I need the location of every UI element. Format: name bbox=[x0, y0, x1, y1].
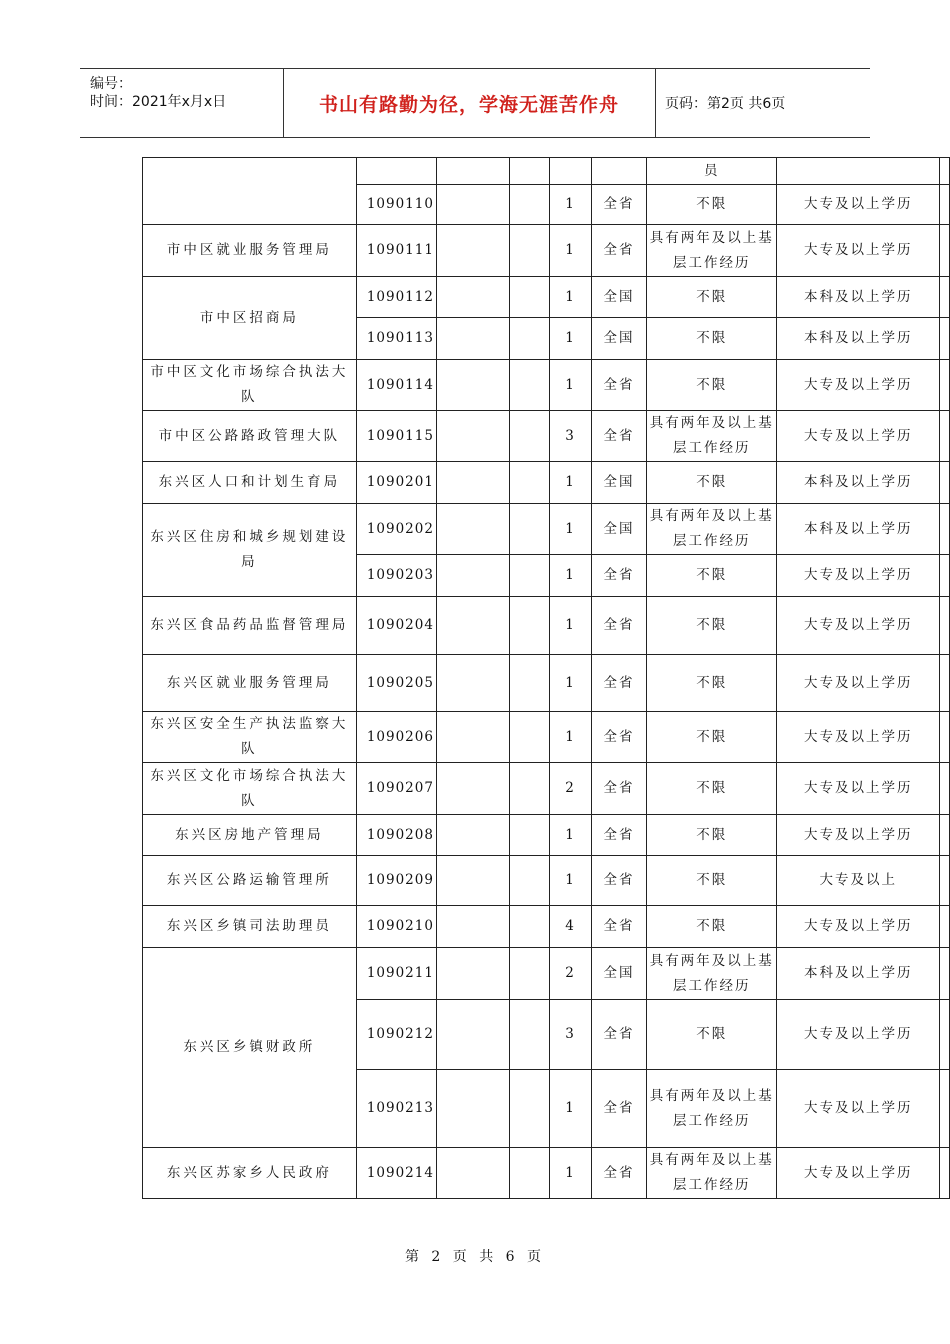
position-code-cell: 1090111 bbox=[356, 225, 436, 277]
empty-cell bbox=[509, 277, 549, 318]
table-row bbox=[143, 504, 950, 555]
education-cell: 大专及以上学历 bbox=[777, 597, 940, 655]
position-code-cell: 1090110 bbox=[356, 185, 436, 225]
education-cell: 本科及以上学历 bbox=[777, 277, 940, 318]
count-cell: 1 bbox=[550, 1070, 592, 1148]
empty-cell bbox=[436, 655, 509, 712]
count-cell: 4 bbox=[550, 906, 592, 948]
empty-cell bbox=[436, 277, 509, 318]
scope-cell: 全国 bbox=[591, 277, 646, 318]
empty-cell bbox=[509, 906, 549, 948]
header-motto: 书山有路勤为径，学海无涯苦作舟 bbox=[318, 93, 619, 116]
requirement-cell: 不限 bbox=[647, 277, 777, 318]
education-cell: 大专及以上学历 bbox=[777, 555, 940, 597]
education-cell: 大专及以上 bbox=[777, 856, 940, 906]
empty-cell bbox=[940, 318, 950, 360]
requirement-cell: 具有两年及以上基层工作经历 bbox=[647, 411, 777, 462]
position-code-cell: 1090210 bbox=[356, 906, 436, 948]
empty-cell bbox=[509, 555, 549, 597]
position-code-cell: 1090203 bbox=[356, 555, 436, 597]
education-cell: 大专及以上学历 bbox=[777, 411, 940, 462]
table-cell bbox=[436, 158, 509, 185]
empty-cell bbox=[509, 185, 549, 225]
requirement-cell: 不限 bbox=[647, 360, 777, 411]
empty-cell bbox=[509, 712, 549, 763]
empty-cell bbox=[940, 1070, 950, 1148]
education-cell: 大专及以上学历 bbox=[777, 1070, 940, 1148]
scope-cell: 全省 bbox=[591, 360, 646, 411]
empty-cell bbox=[436, 1000, 509, 1070]
recruitment-table bbox=[142, 157, 950, 1199]
position-code-cell: 1090207 bbox=[356, 763, 436, 815]
empty-cell bbox=[436, 360, 509, 411]
scope-cell: 全省 bbox=[591, 185, 646, 225]
count-cell: 1 bbox=[550, 655, 592, 712]
position-code-cell: 1090115 bbox=[356, 411, 436, 462]
unit-cell: 市中区就业服务管理局 bbox=[143, 225, 357, 277]
empty-cell bbox=[509, 815, 549, 856]
unit-cell: 东兴区乡镇司法助理员 bbox=[143, 906, 357, 948]
scope-cell: 全省 bbox=[591, 597, 646, 655]
education-cell: 大专及以上学历 bbox=[777, 1000, 940, 1070]
count-cell: 1 bbox=[550, 318, 592, 360]
table-cell bbox=[940, 158, 950, 185]
education-cell: 本科及以上学历 bbox=[777, 504, 940, 555]
empty-cell bbox=[509, 318, 549, 360]
empty-cell bbox=[436, 712, 509, 763]
document-time-label: 时间：2021年x月x日 bbox=[90, 94, 227, 110]
empty-cell bbox=[940, 712, 950, 763]
scope-cell: 全省 bbox=[591, 225, 646, 277]
header-page-label: 页码：第2页 共6页 bbox=[665, 96, 786, 112]
table-cell bbox=[509, 158, 549, 185]
empty-cell bbox=[509, 411, 549, 462]
education-cell: 本科及以上学历 bbox=[777, 318, 940, 360]
education-cell: 大专及以上学历 bbox=[777, 815, 940, 856]
table-cell bbox=[591, 158, 646, 185]
scope-cell: 全省 bbox=[591, 411, 646, 462]
education-cell: 大专及以上学历 bbox=[777, 906, 940, 948]
empty-cell bbox=[436, 185, 509, 225]
requirement-cell: 员 bbox=[647, 158, 777, 185]
empty-cell bbox=[509, 1070, 549, 1148]
unit-cell: 东兴区安全生产执法监察大队 bbox=[143, 712, 357, 763]
empty-cell bbox=[940, 856, 950, 906]
unit-cell: 东兴区房地产管理局 bbox=[143, 815, 357, 856]
empty-cell bbox=[509, 504, 549, 555]
requirement-cell: 不限 bbox=[647, 712, 777, 763]
unit-cell: 东兴区苏家乡人民政府 bbox=[143, 1148, 357, 1199]
empty-cell bbox=[436, 318, 509, 360]
count-cell: 2 bbox=[550, 948, 592, 1000]
document-header bbox=[80, 68, 870, 138]
table-row bbox=[143, 856, 950, 906]
scope-cell: 全国 bbox=[591, 948, 646, 1000]
empty-cell bbox=[940, 655, 950, 712]
requirement-cell: 不限 bbox=[647, 906, 777, 948]
table-row bbox=[143, 906, 950, 948]
position-code-cell: 1090211 bbox=[356, 948, 436, 1000]
requirement-cell: 具有两年及以上基层工作经历 bbox=[647, 504, 777, 555]
unit-cell: 东兴区文化市场综合执法大队 bbox=[143, 763, 357, 815]
scope-cell: 全省 bbox=[591, 906, 646, 948]
scope-cell: 全省 bbox=[591, 856, 646, 906]
header-page-cell bbox=[655, 69, 870, 137]
requirement-cell: 不限 bbox=[647, 462, 777, 504]
table-row bbox=[143, 1148, 950, 1199]
position-code-cell: 1090208 bbox=[356, 815, 436, 856]
count-cell: 1 bbox=[550, 225, 592, 277]
education-cell: 大专及以上学历 bbox=[777, 763, 940, 815]
scope-cell: 全省 bbox=[591, 712, 646, 763]
count-cell: 1 bbox=[550, 712, 592, 763]
empty-cell bbox=[509, 597, 549, 655]
unit-cell: 东兴区就业服务管理局 bbox=[143, 655, 357, 712]
unit-cell: 市中区招商局 bbox=[143, 277, 357, 360]
table-row bbox=[143, 360, 950, 411]
empty-cell bbox=[940, 597, 950, 655]
education-cell: 大专及以上学历 bbox=[777, 655, 940, 712]
header-meta bbox=[80, 69, 284, 137]
empty-cell bbox=[940, 360, 950, 411]
requirement-cell: 具有两年及以上基层工作经历 bbox=[647, 225, 777, 277]
empty-cell bbox=[436, 411, 509, 462]
education-cell: 本科及以上学历 bbox=[777, 462, 940, 504]
unit-cell: 市中区文化市场综合执法大队 bbox=[143, 360, 357, 411]
position-code-cell: 1090113 bbox=[356, 318, 436, 360]
unit-cell: 东兴区人口和计划生育局 bbox=[143, 462, 357, 504]
table-row bbox=[143, 712, 950, 763]
empty-cell bbox=[436, 948, 509, 1000]
empty-cell bbox=[509, 763, 549, 815]
requirement-cell: 不限 bbox=[647, 856, 777, 906]
unit-cell bbox=[143, 158, 357, 225]
table-row bbox=[143, 411, 950, 462]
requirement-cell: 不限 bbox=[647, 655, 777, 712]
empty-cell bbox=[940, 555, 950, 597]
table-row bbox=[143, 763, 950, 815]
count-cell: 1 bbox=[550, 1148, 592, 1199]
requirement-cell: 不限 bbox=[647, 555, 777, 597]
empty-cell bbox=[509, 655, 549, 712]
education-cell: 本科及以上学历 bbox=[777, 948, 940, 1000]
empty-cell bbox=[436, 504, 509, 555]
unit-cell: 东兴区食品药品监督管理局 bbox=[143, 597, 357, 655]
position-code-cell: 1090114 bbox=[356, 360, 436, 411]
count-cell: 2 bbox=[550, 763, 592, 815]
position-code-cell: 1090112 bbox=[356, 277, 436, 318]
count-cell: 1 bbox=[550, 555, 592, 597]
document-number-label: 编号： bbox=[90, 76, 132, 92]
scope-cell: 全国 bbox=[591, 462, 646, 504]
empty-cell bbox=[436, 906, 509, 948]
requirement-cell: 具有两年及以上基层工作经历 bbox=[647, 1148, 777, 1199]
empty-cell bbox=[940, 277, 950, 318]
position-code-cell: 1090212 bbox=[356, 1000, 436, 1070]
empty-cell bbox=[509, 948, 549, 1000]
empty-cell bbox=[436, 1148, 509, 1199]
unit-cell: 东兴区乡镇财政所 bbox=[143, 948, 357, 1148]
count-cell: 1 bbox=[550, 360, 592, 411]
education-cell: 大专及以上学历 bbox=[777, 1148, 940, 1199]
empty-cell bbox=[509, 856, 549, 906]
empty-cell bbox=[509, 462, 549, 504]
empty-cell bbox=[940, 411, 950, 462]
position-code-cell: 1090205 bbox=[356, 655, 436, 712]
empty-cell bbox=[509, 1148, 549, 1199]
count-cell: 1 bbox=[550, 504, 592, 555]
count-cell: 1 bbox=[550, 462, 592, 504]
education-cell: 大专及以上学历 bbox=[777, 185, 940, 225]
scope-cell: 全省 bbox=[591, 1148, 646, 1199]
count-cell: 1 bbox=[550, 185, 592, 225]
position-code-cell: 1090201 bbox=[356, 462, 436, 504]
scope-cell: 全国 bbox=[591, 318, 646, 360]
empty-cell bbox=[940, 948, 950, 1000]
count-cell: 3 bbox=[550, 1000, 592, 1070]
empty-cell bbox=[940, 815, 950, 856]
education-cell: 大专及以上学历 bbox=[777, 225, 940, 277]
count-cell: 1 bbox=[550, 815, 592, 856]
table-row bbox=[143, 948, 950, 1000]
requirement-cell: 不限 bbox=[647, 597, 777, 655]
empty-cell bbox=[436, 763, 509, 815]
table-row bbox=[143, 277, 950, 318]
requirement-cell: 不限 bbox=[647, 815, 777, 856]
table-row bbox=[143, 225, 950, 277]
empty-cell bbox=[436, 1070, 509, 1148]
empty-cell bbox=[940, 1000, 950, 1070]
empty-cell bbox=[436, 815, 509, 856]
requirement-cell: 不限 bbox=[647, 1000, 777, 1070]
position-code-cell: 1090202 bbox=[356, 504, 436, 555]
scope-cell: 全省 bbox=[591, 815, 646, 856]
count-cell: 1 bbox=[550, 856, 592, 906]
requirement-cell: 具有两年及以上基层工作经历 bbox=[647, 1070, 777, 1148]
requirement-cell: 不限 bbox=[647, 185, 777, 225]
empty-cell bbox=[436, 555, 509, 597]
unit-cell: 东兴区公路运输管理所 bbox=[143, 856, 357, 906]
position-code-cell: 1090213 bbox=[356, 1070, 436, 1148]
unit-cell: 东兴区住房和城乡规划建设局 bbox=[143, 504, 357, 597]
count-cell: 3 bbox=[550, 411, 592, 462]
empty-cell bbox=[509, 225, 549, 277]
empty-cell bbox=[940, 462, 950, 504]
requirement-cell: 具有两年及以上基层工作经历 bbox=[647, 948, 777, 1000]
empty-cell bbox=[940, 906, 950, 948]
scope-cell: 全国 bbox=[591, 504, 646, 555]
empty-cell bbox=[509, 360, 549, 411]
scope-cell: 全省 bbox=[591, 655, 646, 712]
empty-cell bbox=[940, 225, 950, 277]
table-cell bbox=[550, 158, 592, 185]
requirement-cell: 不限 bbox=[647, 763, 777, 815]
education-cell: 大专及以上学历 bbox=[777, 712, 940, 763]
table-row bbox=[143, 597, 950, 655]
education-cell: 大专及以上学历 bbox=[777, 360, 940, 411]
empty-cell bbox=[940, 185, 950, 225]
scope-cell: 全省 bbox=[591, 1000, 646, 1070]
table-row bbox=[143, 655, 950, 712]
table-row bbox=[143, 158, 950, 185]
count-cell: 1 bbox=[550, 277, 592, 318]
scope-cell: 全省 bbox=[591, 1070, 646, 1148]
scope-cell: 全省 bbox=[591, 763, 646, 815]
table-row bbox=[143, 462, 950, 504]
position-code-cell: 1090204 bbox=[356, 597, 436, 655]
unit-cell: 市中区公路路政管理大队 bbox=[143, 411, 357, 462]
scope-cell: 全省 bbox=[591, 555, 646, 597]
empty-cell bbox=[940, 1148, 950, 1199]
header-motto-cell bbox=[283, 69, 656, 137]
empty-cell bbox=[436, 225, 509, 277]
empty-cell bbox=[940, 504, 950, 555]
requirement-cell: 不限 bbox=[647, 318, 777, 360]
empty-cell bbox=[940, 763, 950, 815]
empty-cell bbox=[436, 597, 509, 655]
position-code-cell: 1090209 bbox=[356, 856, 436, 906]
empty-cell bbox=[509, 1000, 549, 1070]
table-cell bbox=[777, 158, 940, 185]
table-row bbox=[143, 815, 950, 856]
table-cell bbox=[356, 158, 436, 185]
position-code-cell: 1090214 bbox=[356, 1148, 436, 1199]
empty-cell bbox=[436, 462, 509, 504]
count-cell: 1 bbox=[550, 597, 592, 655]
position-code-cell: 1090206 bbox=[356, 712, 436, 763]
empty-cell bbox=[436, 856, 509, 906]
page-footer: 第 2 页 共 6 页 bbox=[404, 1249, 546, 1265]
